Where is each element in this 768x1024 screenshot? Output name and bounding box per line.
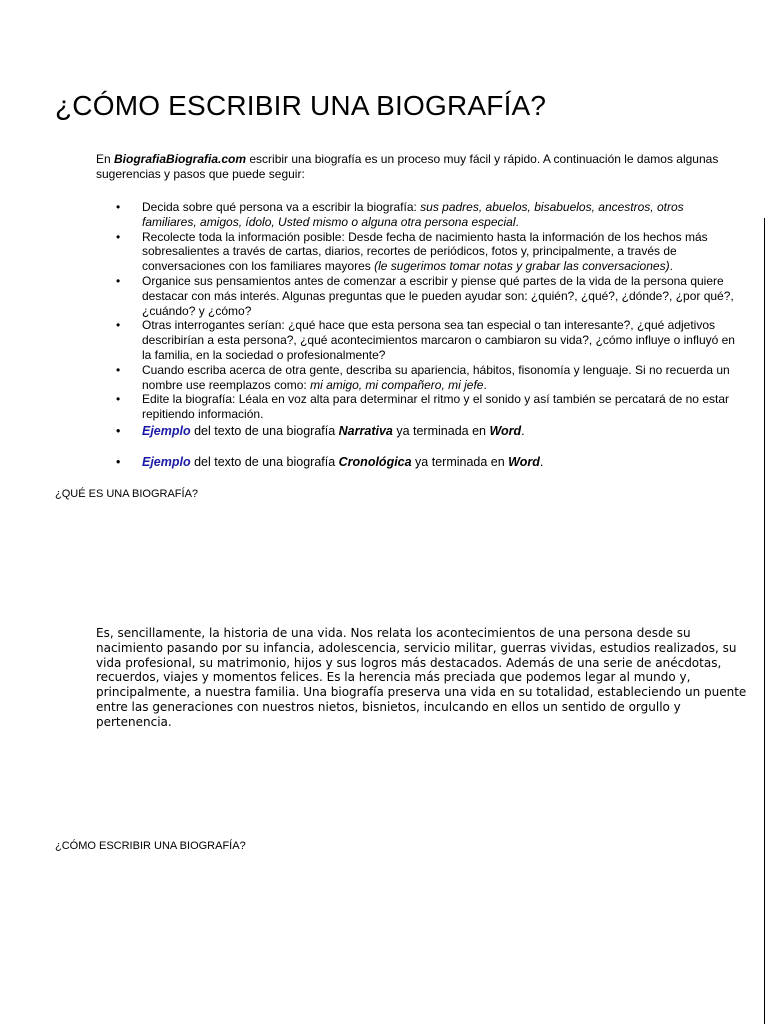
bullet-icon: • — [116, 318, 121, 333]
step-after: . — [515, 214, 519, 229]
section-body-what: Es, sencillamente, la historia de una vida. Nos relata los acontecimientos de una persona desde su nacimiento pasando por su infancia, adolescencia, servicio militar, guerras vividas, estudios realizados, su vida profesional, su matrimonio, hijos y sus logros más destacados. Además de una serie de anécdotas, recuerdos, viajes y momentos felices. Es la herencia más preciada que podemos legar al mundo y, principalmente, a nuestra familia. Una biografía preserva una vida en su totalidad, estableciendo un puente entre las generaciones con nuestros nietos, bisnietos, inculcando en ellos un sentido de orgullo y pertenencia. — [96, 626, 747, 729]
example-type: Cronológica — [338, 454, 412, 469]
example-mid: del texto de una biografía — [190, 423, 339, 438]
step-text: Edite la biografía: Léala en voz alta para determinar el ritmo y el sonido y así también se percatará de no estar repitiendo información. — [142, 392, 729, 422]
bullet-icon: • — [116, 229, 121, 244]
intro-prefix: En — [96, 152, 115, 166]
step-after: . — [483, 377, 487, 392]
list-item — [96, 200, 736, 230]
step-text: Organice sus pensamientos antes de comenzar a escribir y piense qué partes de la vida de la persona quiere destacar con más interés. Algunas preguntas que le pueden ayudar son: ¿quién?, ¿qué?, ¿dónde?, ¿por qué?, ¿cuándo? y ¿cómo? — [142, 273, 734, 318]
steps-list — [96, 200, 736, 470]
section-heading-how: ¿CÓMO ESCRIBIR UNA BIOGRAFÍA? — [55, 840, 246, 852]
bullet-icon: • — [116, 200, 121, 214]
step-italic: sus padres, abuelos, bisabuelos, ancestros, otros familiares, amigos, ídolo, Usted mismo o alguna otra persona especial — [142, 200, 684, 229]
list-item — [96, 274, 736, 318]
bullet-icon: • — [116, 273, 121, 288]
bullet-icon: • — [116, 362, 121, 377]
intro-text: escribir una biografía es un proceso muy fácil y rápido. A continuación le damos algunas sugerencias y pasos que puede seguir: — [96, 152, 719, 181]
example-narrative-link[interactable]: Ejemplo — [142, 423, 191, 438]
page-edge-line — [764, 218, 765, 1024]
page-title: ¿CÓMO ESCRIBIR UNA BIOGRAFÍA? — [55, 90, 547, 121]
step-text: Recolecte toda la información posible: Desde fecha de nacimiento hasta la información de los hechos más sobresalientes a través de cartas, diarios, recortes de periódicos, fotos y, principalmente, a través de conversaciones con los familiares mayores — [142, 229, 708, 274]
site-name: BiografiaBiografia.com — [114, 152, 247, 166]
list-item — [96, 318, 736, 362]
example-tail: ya terminada en — [411, 454, 509, 469]
example-item — [96, 455, 736, 470]
step-text: Cuando escriba acerca de otra gente, describa su apariencia, hábitos, fisonomía y lenguaje. Si no recuerda un nombre use reemplazos como: — [142, 362, 730, 392]
list-item — [96, 230, 736, 274]
example-app: Word — [489, 423, 522, 438]
bullet-icon: • — [116, 392, 121, 407]
step-italic: mi amigo, mi compañero, mi jefe — [310, 377, 484, 392]
example-tail: ya terminada en — [392, 423, 490, 438]
intro-paragraph — [96, 152, 756, 181]
list-item — [96, 392, 736, 422]
list-item — [96, 363, 736, 393]
step-after: . — [669, 259, 673, 274]
example-item — [96, 424, 736, 439]
step-text: Otras interrogantes serían: ¿qué hace que esta persona sea tan especial o tan interesante?, ¿qué adjetivos describirían a esta persona?, ¿qué acontecimientos marcaron o cambiaron su vida?, ¿cómo influye o influyó en la familia, en la sociedad o profesionalmente? — [142, 318, 735, 362]
example-mid: del texto de una biografía — [190, 454, 339, 469]
bullet-icon: • — [116, 423, 121, 438]
step-text: Decida sobre qué persona va a escribir la biografía: — [142, 200, 421, 214]
example-chronological-link[interactable]: Ejemplo — [142, 454, 191, 469]
example-end: . — [539, 454, 544, 469]
example-end: . — [521, 423, 525, 438]
step-italic: (le sugerimos tomar notas y grabar las conversaciones) — [374, 259, 670, 274]
section-heading-what: ¿QUÉ ES UNA BIOGRAFÍA? — [55, 488, 199, 500]
bullet-icon: • — [116, 454, 121, 469]
example-type: Narrativa — [338, 423, 393, 438]
example-app: Word — [508, 454, 540, 469]
